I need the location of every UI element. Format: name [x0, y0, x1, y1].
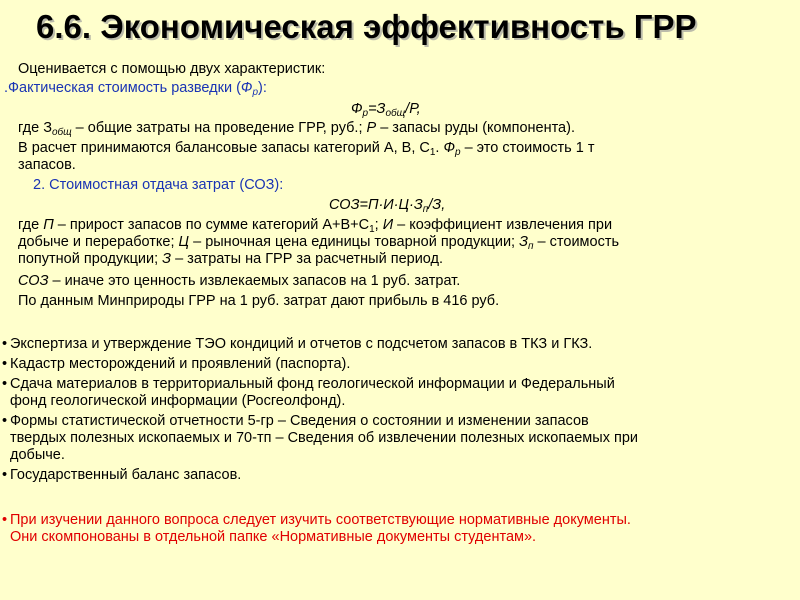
note-line-1: • При изучении данного вопроса следует изучить соответствующие нормативные документы. — [2, 512, 631, 528]
item-1-heading: .Фактическая стоимость разведки $(Ф_р)$: — [4, 80, 267, 98]
formula-2-explanation-line-1: где П – прирост запасов по сумме категорий $А+В+С_1$; И – коэффициент извлечения при — [18, 217, 613, 235]
bullet-item-5: • Государственный баланс запасов. — [2, 467, 242, 483]
formula-2-explanation-line-2: добыче и переработке; Ц – рыночная цена единицы товарной продукции; $З_п$ – стоимость — [18, 234, 620, 252]
bullet-item-4: • Формы статистической отчетности 5-гр – Сведения о состоянии и изменении запасов — [2, 413, 589, 429]
formula-1: $Ф_р=З_{общ}/Р$, — [351, 101, 421, 119]
reserves-note: В расчет принимаются балансовые запасы категорий А, В, $С_1$. $Ф_р$ – это стоимость 1 т — [18, 140, 595, 158]
bullet-item-3: • Сдача материалов в территориальный фонд геологической информации и Федеральный — [2, 376, 615, 392]
formula-2-explanation-line-3: попутной продукции; З – затраты на ГРР за расчетный период. — [18, 251, 444, 267]
formula-2: $СОЗ=П\cdot И\cdot Ц\cdot З_п/З$, — [329, 197, 446, 215]
formula-1-explanation: где $З_{общ}$ – общие затраты на проведение ГРР, руб.; Р – запасы руды (компонента). — [18, 120, 575, 138]
note-line-2: Они скомпонованы в отдельной папке «Нормативные документы студентам». — [10, 529, 537, 545]
soz-definition: СОЗ – иначе это ценность извлекаемых запасов на 1 руб. затрат. — [18, 273, 461, 289]
slide-title: 6.6. Экономическая эффективность ГРР — [36, 8, 697, 45]
bullet-item-3-cont: фонд геологической информации (Росгеолфонд). — [10, 393, 346, 409]
reserves-note-line-2: запасов. — [18, 157, 76, 173]
item-2-heading: 2. Стоимостная отдача затрат (СОЗ): — [33, 177, 284, 193]
bullet-item-2: • Кадастр месторождений и проявлений (паспорта). — [2, 356, 351, 372]
bullet-item-1: • Экспертиза и утверждение ТЭО кондиций и отчетов с подсчетом запасов в ТКЗ и ГКЗ. — [2, 336, 593, 352]
ministry-data: По данным Минприроды ГРР на 1 руб. затрат дают прибыль в 416 руб. — [18, 293, 500, 309]
bullet-item-4-cont-2: добыче. — [10, 447, 65, 463]
intro-text: Оценивается с помощью двух характеристик: — [18, 61, 326, 77]
bullet-item-4-cont-1: твердых полезных ископаемых и 70-тп – Сведения об извлечении полезных ископаемых при — [10, 430, 638, 446]
